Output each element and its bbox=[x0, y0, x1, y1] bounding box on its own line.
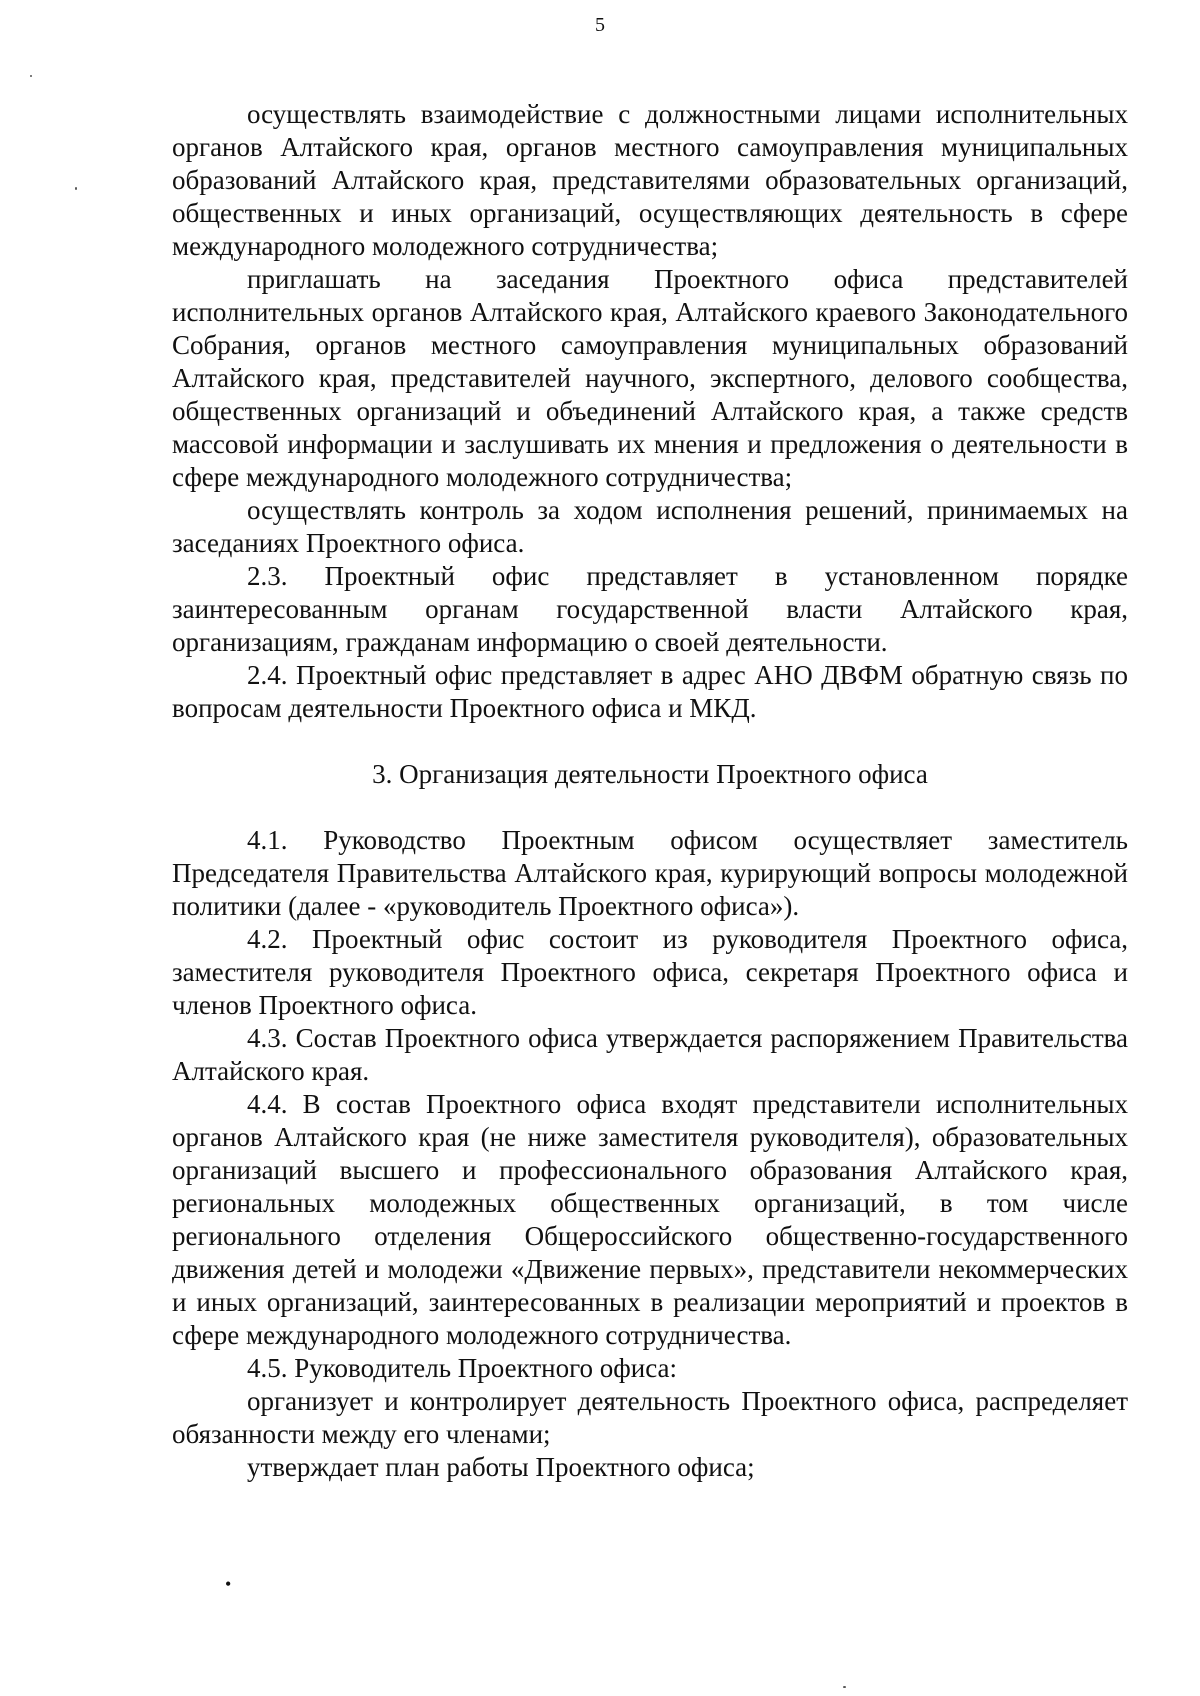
paragraph: осуществлять взаимодействие с должностными лицами исполнительных органов Алтайского края, органов местного самоуправления муниципальных образований Алтайского края, представителями образовательных организаций, общественных и иных организаций, осуществляющих деятельность в сфере международного молодежного сотрудничества; bbox=[172, 99, 1128, 261]
scan-speck bbox=[75, 187, 77, 190]
paragraph: утверждает план работы Проектного офиса; bbox=[247, 1452, 755, 1482]
scan-speck bbox=[30, 75, 32, 77]
section-heading: 3. Организация деятельности Проектного офиса bbox=[372, 759, 928, 789]
paragraph: 2.3. Проектный офис представляет в установленном порядке заинтересованным органам государственной власти Алтайского края, организациям, гражданам информацию о своей деятельности. bbox=[172, 561, 1128, 657]
paragraph: приглашать на заседания Проектного офиса представителей исполнительных органов Алтайского края, Алтайского краевого Законодательного Собрания, органов местного самоуправления муниципальных образований Алтайского края, представителей научного, экспертного, делового сообщества, общественных организаций и объединений Алтайского края, а также средств массовой информации и заслушивать их мнения и предложения о деятельности в сфере международного молодежного сотрудничества; bbox=[172, 264, 1128, 492]
paragraph: организует и контролирует деятельность Проектного офиса, распределяет обязанности между его членами; bbox=[172, 1386, 1128, 1449]
paragraph: 4.2. Проектный офис состоит из руководителя Проектного офиса, заместителя руководителя Проектного офиса, секретаря Проектного офиса и членов Проектного офиса. bbox=[172, 924, 1128, 1020]
paragraph: 4.4. В состав Проектного офиса входят представители исполнительных органов Алтайского края (не ниже заместителя руководителя), образовательных организаций высшего и профессионального образования Алтайского края, региональных молодежных общественных организаций, в том числе регионального отделения Общероссийского общественно-государственного движения детей и молодежи «Движение первых», представители некоммерческих и иных организаций, заинтересованных в реализации мероприятий и проектов в сфере международного молодежного сотрудничества. bbox=[172, 1089, 1128, 1350]
paragraph: 4.1. Руководство Проектным офисом осуществляет заместитель Председателя Правительства Алтайского края, курирующий вопросы молодежной политики (далее - «руководитель Проектного офиса»). bbox=[172, 825, 1128, 921]
paragraph: осуществлять контроль за ходом исполнения решений, принимаемых на заседаниях Проектного офиса. bbox=[172, 495, 1128, 558]
page-number: 5 bbox=[595, 14, 605, 36]
scan-speck bbox=[843, 1686, 846, 1688]
document-body bbox=[172, 98, 1128, 1484]
paragraph: 4.5. Руководитель Проектного офиса: bbox=[247, 1353, 678, 1383]
paragraph: 4.3. Состав Проектного офиса утверждается распоряжением Правительства Алтайского края. bbox=[172, 1023, 1128, 1086]
paragraph: 2.4. Проектный офис представляет в адрес АНО ДВФМ обратную связь по вопросам деятельности Проектного офиса и МКД. bbox=[172, 660, 1128, 723]
bullet-mark-icon: • bbox=[225, 1574, 232, 1594]
